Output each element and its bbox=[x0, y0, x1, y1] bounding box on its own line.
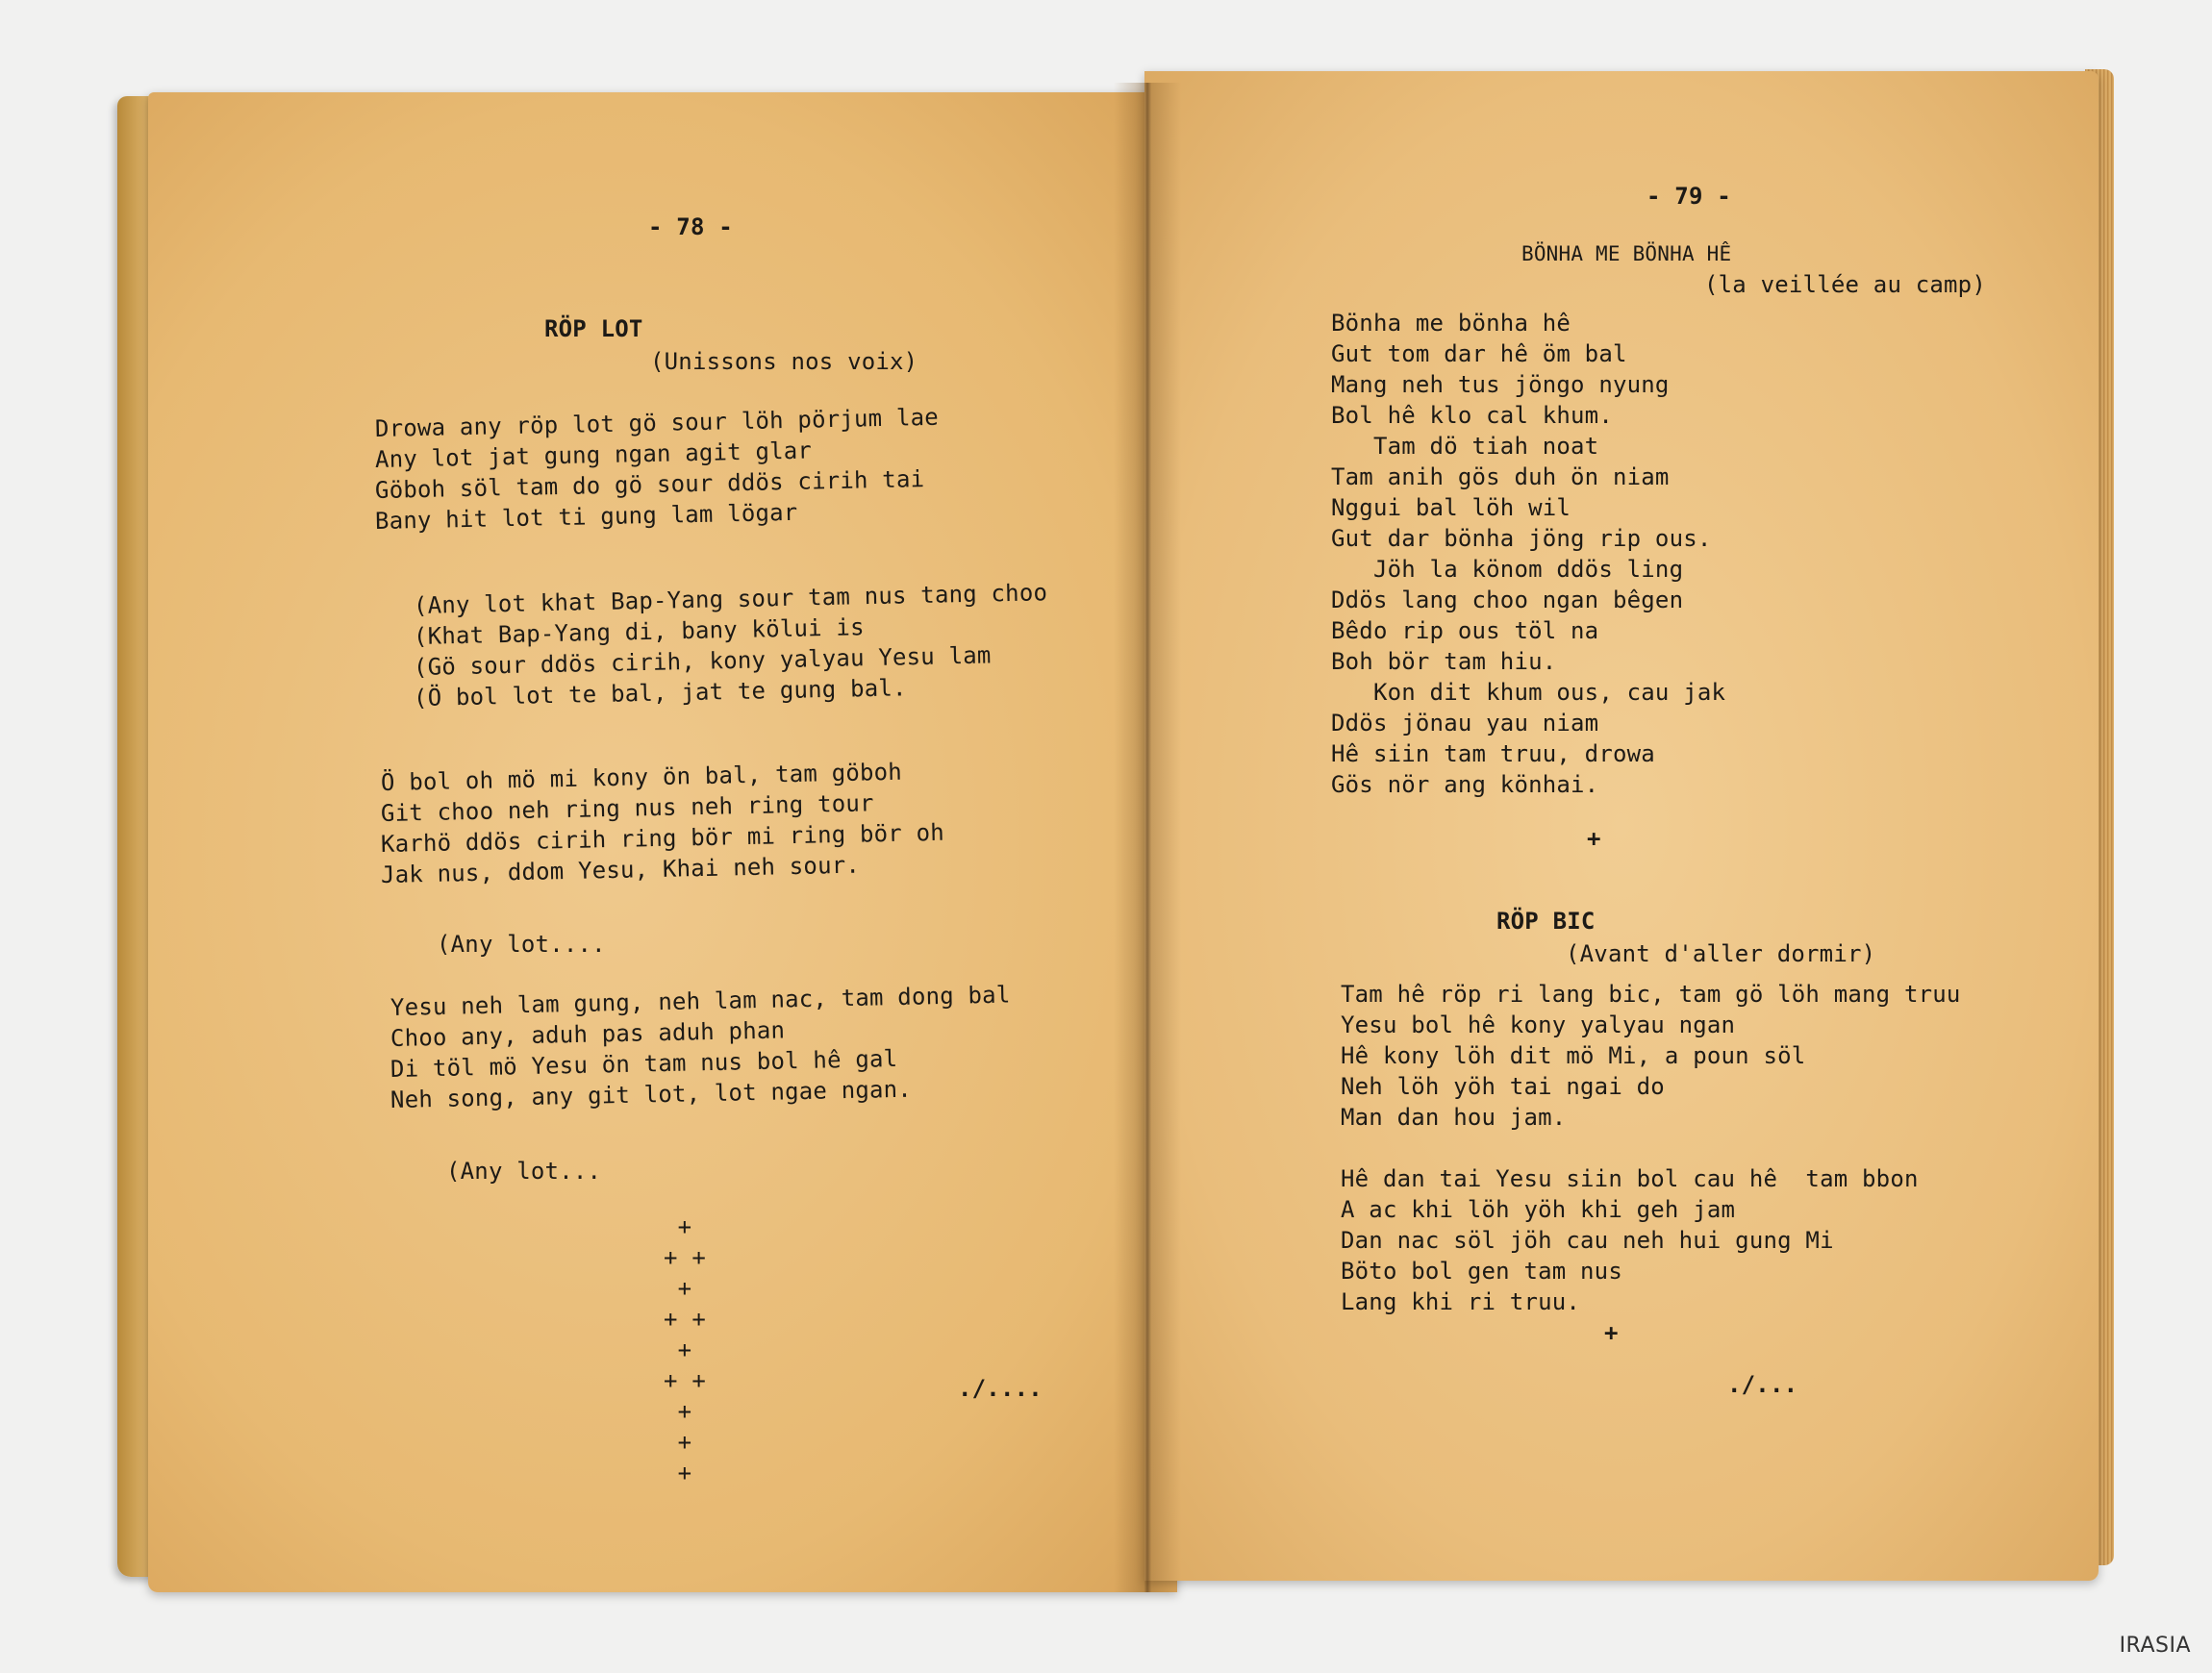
verse1-line: Göboh söl tam do gö sour ddös cirih tai bbox=[374, 465, 925, 504]
song1-line: Mang neh tus jöngo nyung bbox=[1331, 371, 1670, 398]
song1-line: Gös nör ang könhai. bbox=[1331, 771, 1599, 798]
song1-line: Boh bör tam hiu. bbox=[1331, 648, 1557, 675]
song-subtitle-unissons: (Unissons nos voix) bbox=[650, 348, 918, 375]
song2-line: Dan nac söl jöh cau neh hui gung Mi bbox=[1341, 1227, 1834, 1254]
open-book bbox=[113, 63, 2133, 1602]
refrain-reference: (Any lot.... bbox=[437, 931, 606, 958]
ornament-cross: + bbox=[677, 1398, 692, 1425]
left-page bbox=[148, 92, 1177, 1592]
song-title-rop-lot: RÖP LOT bbox=[544, 315, 643, 342]
ornament-cross: + bbox=[677, 1213, 692, 1240]
song2-line: Man dan hou jam. bbox=[1341, 1104, 1567, 1131]
refrain-line: (Khat Bap-Yang di, bany kölui is bbox=[413, 613, 865, 650]
separator-cross: + bbox=[1587, 825, 1601, 852]
end-cross: + bbox=[1604, 1319, 1619, 1346]
song1-line: Nggui bal löh wil bbox=[1331, 494, 1571, 521]
right-page-text bbox=[1144, 71, 2099, 1581]
page-number-78: - 78 - bbox=[648, 213, 733, 240]
verse3-line: Neh song, any git lot, lot ngae ngan. bbox=[390, 1075, 913, 1113]
verse3-line: Choo any, aduh pas aduh phan bbox=[390, 1016, 786, 1052]
ornament-cross: + + bbox=[664, 1367, 706, 1394]
song-title-bonha: BÖNHA ME BÖNHA HÊ bbox=[1521, 242, 1732, 265]
ornament-cross: + bbox=[677, 1275, 692, 1302]
watermark-text: IRASIA bbox=[2119, 1634, 2191, 1658]
verse1-line: Bany hit lot ti gung lam lögar bbox=[374, 498, 798, 535]
song1-line: Jöh la könom ddös ling bbox=[1331, 556, 1684, 583]
verse3-line: Di töl mö Yesu ön tam nus bol hê gal bbox=[390, 1044, 898, 1083]
book-gutter bbox=[1114, 83, 1181, 1592]
ornament-cross: + bbox=[677, 1336, 692, 1363]
right-page bbox=[1144, 71, 2099, 1581]
ornament-cross: + + bbox=[664, 1306, 706, 1333]
song-subtitle-veillee: (la veillée au camp) bbox=[1704, 271, 1986, 298]
song1-line: Ddös jönau yau niam bbox=[1331, 710, 1599, 737]
song2-line: Böto bol gen tam nus bbox=[1341, 1258, 1622, 1285]
song2-line: Yesu bol hê kony yalyau ngan bbox=[1341, 1011, 1736, 1038]
song-subtitle-avant: (Avant d'aller dormir) bbox=[1566, 940, 1876, 967]
song1-line: Tam dö tiah noat bbox=[1331, 433, 1599, 460]
song2-line: Neh löh yöh tai ngai do bbox=[1341, 1073, 1665, 1100]
song1-line: Bönha me bönha hê bbox=[1331, 310, 1571, 337]
verse1-line: Any lot jat gung ngan agit glar bbox=[374, 437, 813, 473]
song2-line: Lang khi ri truu. bbox=[1341, 1288, 1581, 1315]
song2-line: Tam hê röp ri lang bic, tam gö löh mang truu bbox=[1341, 981, 1961, 1008]
verse2-line: Karhö ddös cirih ring bör mi ring bör oh bbox=[380, 818, 945, 858]
refrain-reference: (Any lot... bbox=[446, 1158, 602, 1185]
continued-mark: ./... bbox=[1727, 1371, 1798, 1398]
refrain-line: (Ö bol lot te bal, jat te gung bal. bbox=[413, 674, 907, 712]
song1-line: Hê siin tam truu, drowa bbox=[1331, 740, 1655, 767]
song1-line: Gut tom dar hê öm bal bbox=[1331, 340, 1627, 367]
continued-mark: ./.... bbox=[958, 1375, 1043, 1402]
song2-line: A ac khi löh yöh khi geh jam bbox=[1341, 1196, 1736, 1223]
song2-line: Hê kony löh dit mö Mi, a poun söl bbox=[1341, 1042, 1806, 1069]
song1-line: Gut dar bönha jöng rip ous. bbox=[1331, 525, 1712, 552]
verse3-line: Yesu neh lam gung, neh lam nac, tam dong bal bbox=[390, 981, 1011, 1021]
refrain-line: (Gö sour ddös cirih, kony yalyau Yesu lam bbox=[413, 641, 992, 681]
ornament-cross: + bbox=[677, 1429, 692, 1456]
ornament-cross: + bbox=[677, 1460, 692, 1486]
ornament-cross: + + bbox=[664, 1244, 706, 1271]
song1-line: Kon dit khum ous, cau jak bbox=[1331, 679, 1726, 706]
verse2-line: Ö bol oh mö mi kony ön bal, tam göboh bbox=[380, 758, 903, 796]
song1-line: Bêdo rip ous töl na bbox=[1331, 617, 1599, 644]
song1-line: Ddös lang choo ngan bêgen bbox=[1331, 587, 1684, 613]
song1-line: Bol hê klo cal khum. bbox=[1331, 402, 1613, 429]
song2-line: Hê dan tai Yesu siin bol cau hê tam bbon bbox=[1341, 1165, 1919, 1192]
song1-line: Tam anih gös duh ön niam bbox=[1331, 463, 1670, 490]
verse2-line: Jak nus, ddom Yesu, Khai neh sour. bbox=[380, 851, 861, 888]
page-number-79: - 79 - bbox=[1646, 183, 1731, 210]
verse2-line: Git choo neh ring nus neh ring tour bbox=[380, 789, 874, 827]
verse1-line: Drowa any röp lot gö sour löh pörjum lae bbox=[374, 403, 940, 442]
song-title-rop-bic: RÖP BIC bbox=[1496, 908, 1596, 935]
refrain-line: (Any lot khat Bap-Yang sour tam nus tang choo bbox=[413, 579, 1048, 619]
left-page-text bbox=[148, 92, 1177, 1592]
